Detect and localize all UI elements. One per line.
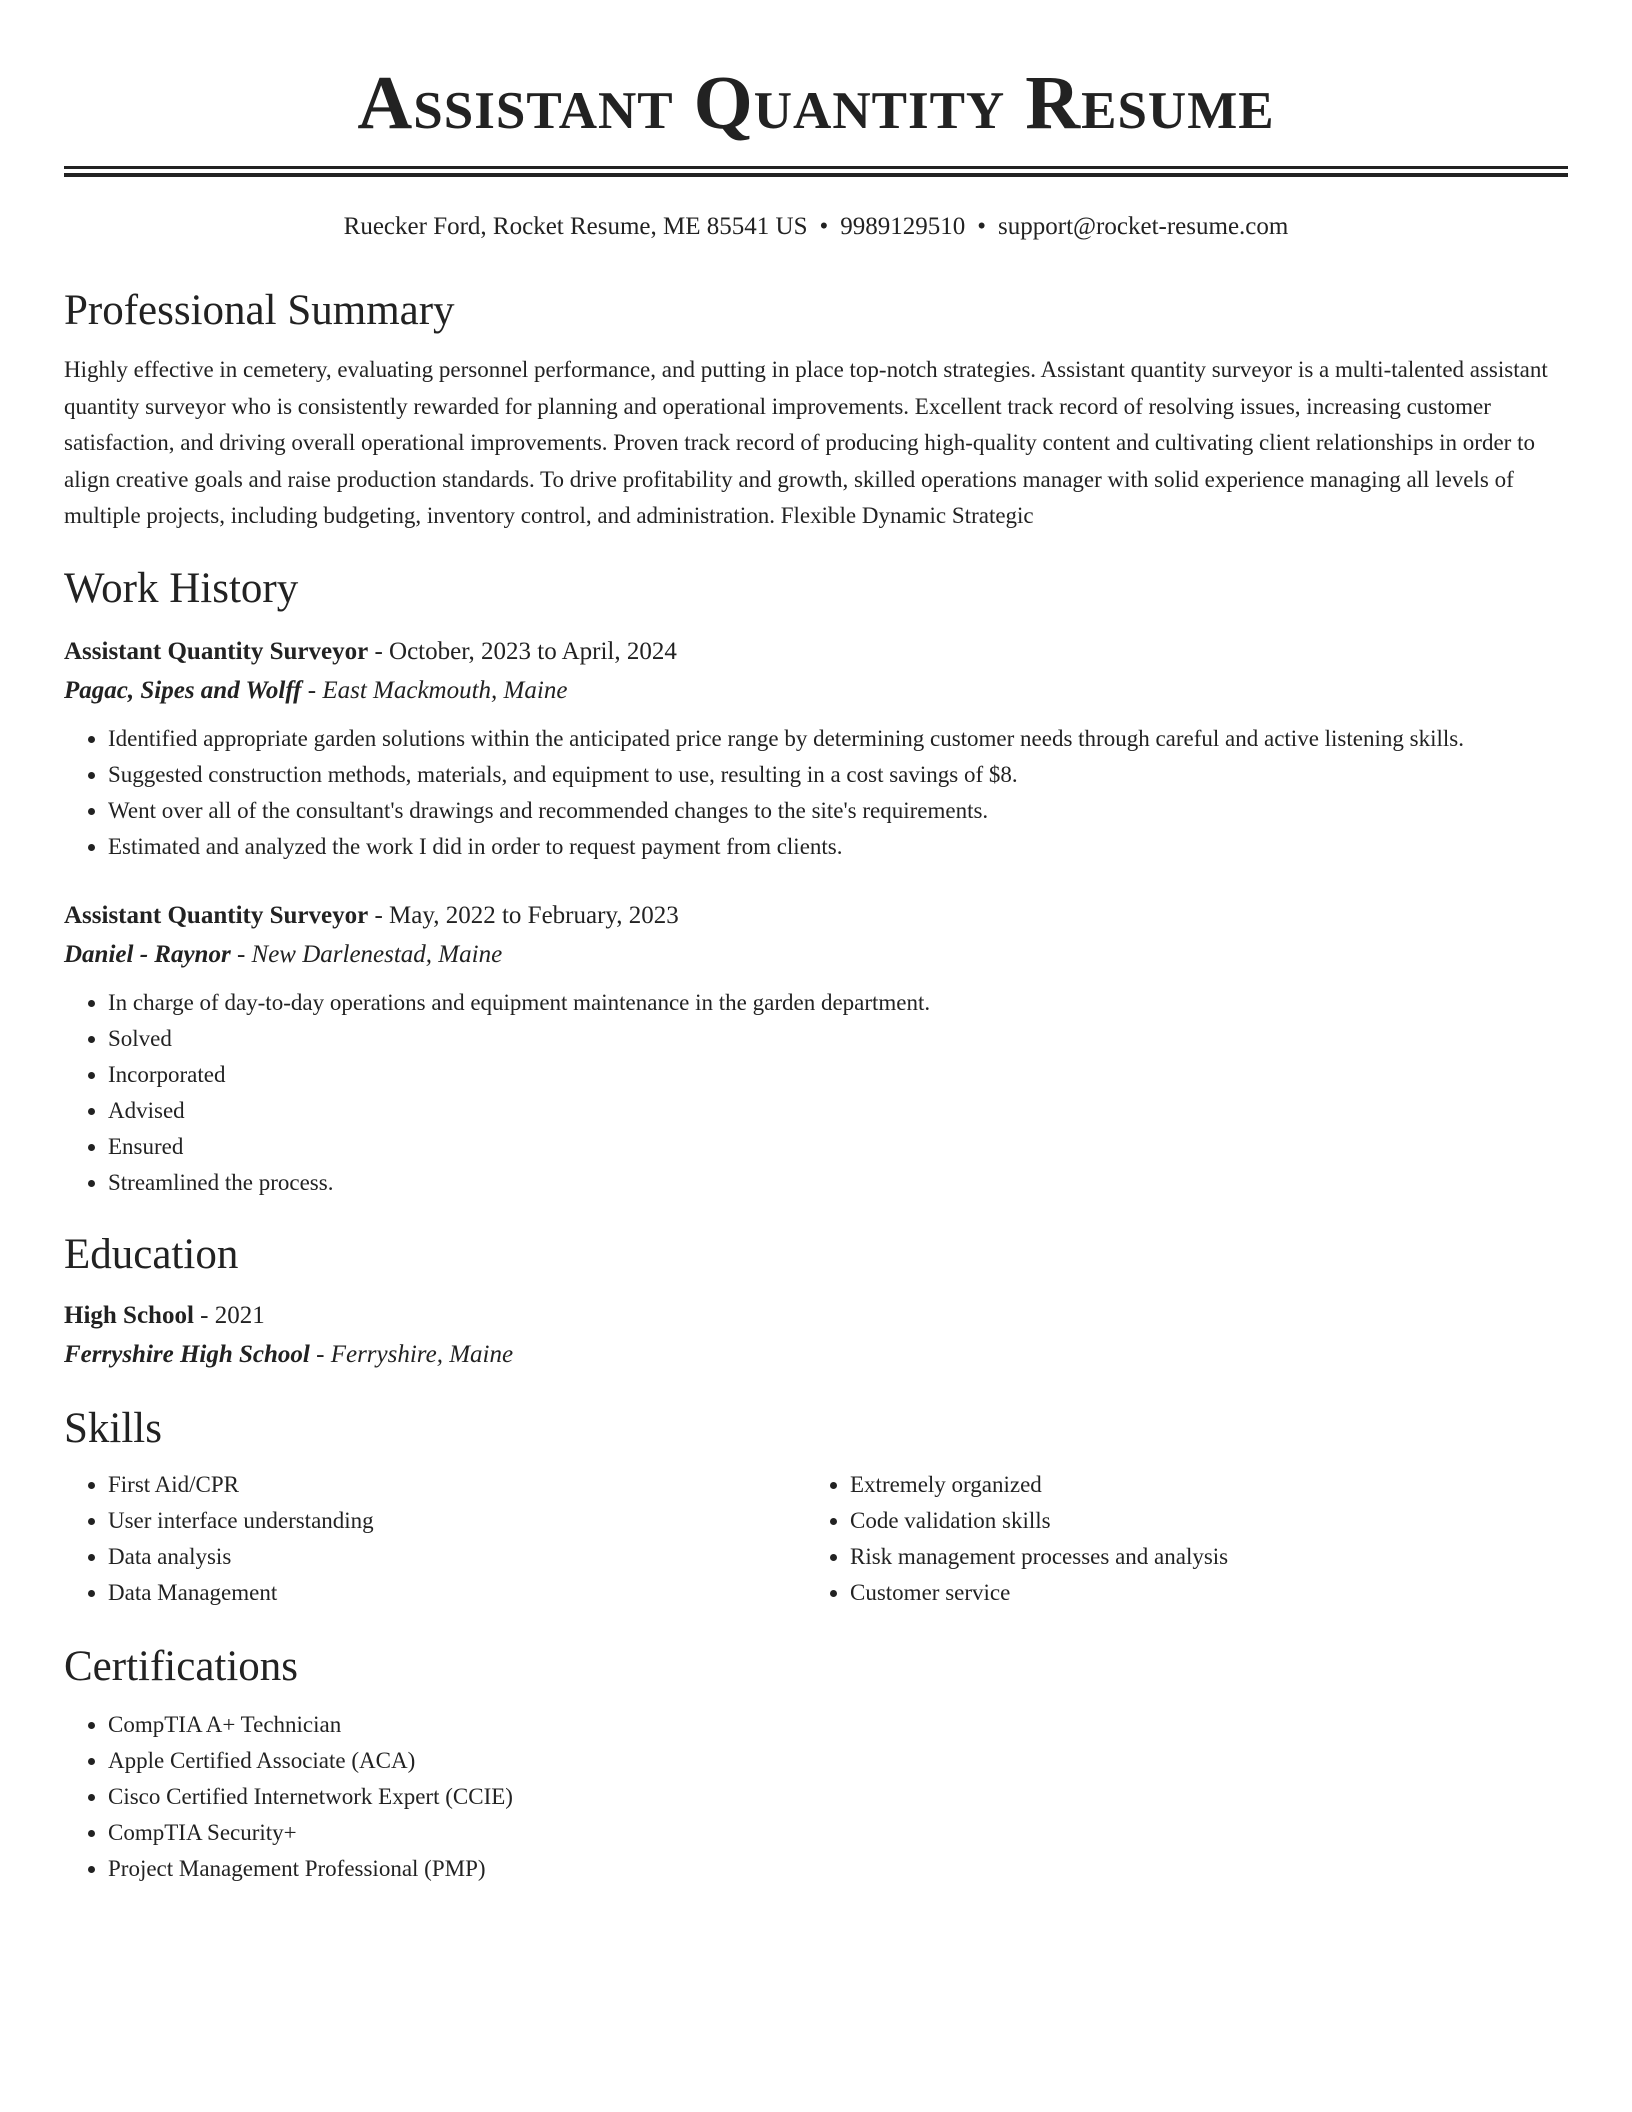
list-item: • Advised xyxy=(108,1093,1568,1129)
job-title: Assistant Quantity Surveyor xyxy=(64,901,369,929)
list-item: • Apple Certified Associate (ACA) xyxy=(108,1743,1568,1779)
edu-dash: - xyxy=(309,1340,331,1368)
list-item: • Project Management Professional (PMP) xyxy=(108,1851,1568,1887)
list-item: • Risk management processes and analysis xyxy=(850,1539,1548,1575)
section-heading-certifications: Certifications xyxy=(64,1642,299,1690)
degree-line xyxy=(64,1297,1568,1335)
section-heading-summary: Professional Summary xyxy=(64,287,455,334)
job-entry xyxy=(64,897,1568,1201)
section-heading-skills: Skills xyxy=(64,1404,162,1452)
school-line xyxy=(64,1335,1568,1375)
contact-separator: • xyxy=(977,213,987,240)
list-item: • Streamlined the process. xyxy=(108,1165,1568,1201)
job-dash: - xyxy=(368,901,390,929)
section-heading-education: Education xyxy=(64,1230,239,1278)
list-item: • Ensured xyxy=(108,1129,1568,1165)
skills-column-right xyxy=(806,1467,1548,1611)
list-item: • In charge of day-to-day operations and equipment maintenance in the garden department. xyxy=(108,985,1568,1021)
job-company-line xyxy=(64,671,1568,711)
contact-separator: • xyxy=(819,213,829,240)
job-location: New Darlenestad, Maine xyxy=(251,940,503,968)
skills-column-left xyxy=(64,1467,806,1611)
degree: High School xyxy=(64,1301,194,1329)
job-bullets xyxy=(64,985,1568,1201)
job-dash: - xyxy=(368,637,390,665)
certifications-section xyxy=(64,1641,1568,1887)
list-item: • Estimated and analyzed the work I did in order to request payment from clients. xyxy=(108,829,1568,865)
job-title-line xyxy=(64,633,1568,671)
job-company: Daniel - Raynor xyxy=(64,940,231,968)
skills-grid xyxy=(64,1467,1568,1611)
list-item: • Data analysis xyxy=(108,1539,806,1575)
job-bullets xyxy=(64,721,1568,865)
list-item: • First Aid/CPR xyxy=(108,1467,806,1503)
job-company: Pagac, Sipes and Wolff xyxy=(64,676,302,704)
job-title: Assistant Quantity Surveyor xyxy=(64,637,369,665)
job-dates: October, 2023 to April, 2024 xyxy=(389,637,677,665)
list-item: • Identified appropriate garden solutions within the anticipated price range by determining customer needs through careful and active listening skills. xyxy=(108,721,1568,757)
list-item: • Extremely organized xyxy=(850,1467,1548,1503)
contact-email: support@rocket-resume.com xyxy=(998,213,1289,240)
list-item: • Data Management xyxy=(108,1575,806,1611)
job-dates: May, 2022 to February, 2023 xyxy=(389,901,679,929)
work-history-section xyxy=(64,563,1568,1201)
school-name: Ferryshire High School xyxy=(64,1340,310,1368)
education-section xyxy=(64,1229,1568,1375)
job-location: East Mackmouth, Maine xyxy=(322,676,568,704)
job-title-line xyxy=(64,897,1568,935)
professional-summary-section xyxy=(64,285,1568,535)
education-entry xyxy=(64,1297,1568,1375)
job-entry xyxy=(64,633,1568,865)
school-location: Ferryshire, Maine xyxy=(330,1340,514,1368)
list-item: • CompTIA Security+ xyxy=(108,1815,1568,1851)
contact-address: Ruecker Ford, Rocket Resume, ME 85541 US xyxy=(343,213,808,240)
summary-text: Highly effective in cemetery, evaluating personnel performance, and putting in place top-notch strategies. Assistant quantity surveyor is a multi-talented assistant quantity surveyor who is consistently rewarded for planning and operational improvements. Excellent track record of resolving issues, increasing customer satisfaction, and driving overall operational improvements. Proven track record of producing high-quality content and cultivating client relationships in order to align creative goals and raise production standards. To drive profitability and growth, skilled operations manager with solid experience managing all levels of multiple projects, including budgeting, inventory control, and administration. Flexible Dynamic Strategic xyxy=(64,357,1548,528)
list-item: • Solved xyxy=(108,1021,1568,1057)
contact-line xyxy=(64,211,1568,243)
job-dash: - xyxy=(301,676,323,704)
list-item: • Incorporated xyxy=(108,1057,1568,1093)
list-item: • User interface understanding xyxy=(108,1503,806,1539)
list-item: • Customer service xyxy=(850,1575,1548,1611)
list-item: • Suggested construction methods, materials, and equipment to use, resulting in a cost savings of $8. xyxy=(108,757,1568,793)
resume-title: Assistant Quantity Resume xyxy=(357,61,1275,145)
job-dash: - xyxy=(230,940,252,968)
contact-phone: 9989129510 xyxy=(840,213,966,240)
list-item: • Cisco Certified Internetwork Expert (CCIE) xyxy=(108,1779,1568,1815)
section-heading-work: Work History xyxy=(64,564,299,612)
list-item: • Went over all of the consultant's drawings and recommended changes to the site's requirements. xyxy=(108,793,1568,829)
certifications-list xyxy=(64,1707,1568,1887)
graduation-year: 2021 xyxy=(214,1301,265,1329)
list-item: • CompTIA A+ Technician xyxy=(108,1707,1568,1743)
edu-dash: - xyxy=(193,1301,215,1329)
title-double-rule xyxy=(64,166,1568,177)
job-company-line xyxy=(64,935,1568,975)
list-item: • Code validation skills xyxy=(850,1503,1548,1539)
skills-section xyxy=(64,1403,1568,1611)
